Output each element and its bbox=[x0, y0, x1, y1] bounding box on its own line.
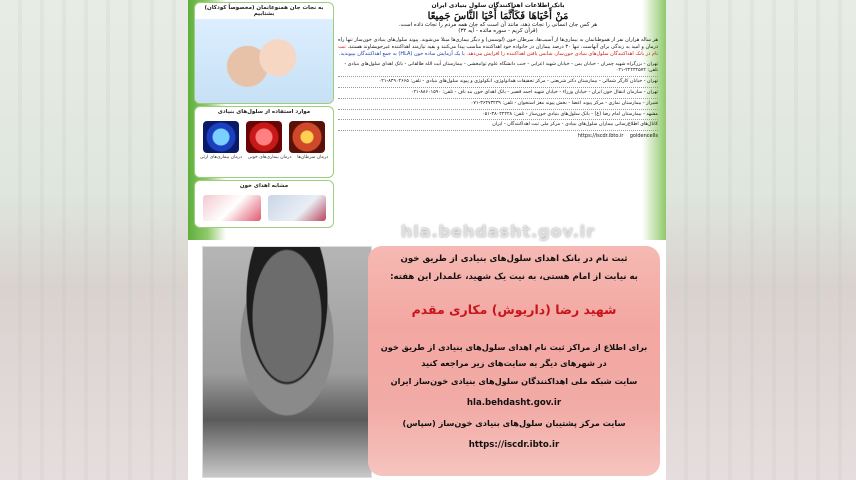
footer-site: https://iscdr.ibto.ir bbox=[577, 133, 624, 140]
blood-bag-image bbox=[203, 195, 261, 221]
centers-list bbox=[338, 62, 658, 132]
donation-panel-title: مشابه اهدای خون bbox=[239, 183, 289, 189]
poster-header: بانک اطلاعات اهداکنندگان سلول بنیادی ایران bbox=[431, 2, 565, 9]
center-item: تهران - خیابان کارگر شمالی - بیمارستان دکتر شریعتی - مرکز تحقیقات هماتولوژی، انکولوژی و پیوند سلول‌های بنیادی - تلفن: ۸۴۹۰۲۶۶۵-۰۲۱ bbox=[338, 79, 658, 88]
martyr-name: شهید رضا (داریوش) مکاری مقدم bbox=[411, 302, 617, 317]
center-item: تهران - بزرگراه شهید چمران - خیابان یمن - خیابان شهید اعرابی - جنب دانشگاه علوم توانبخشی - بیمارستان آیت الله طالقانی - بانک اهدای سلول‌های بنیادی - تلفن: ۲۲۴۳۲۵۷۲-۰۲۱ bbox=[338, 62, 658, 78]
card-line-6: سایت مرکز پشتیبان سلول‌های بنیادی خون‌ساز (سپاس) bbox=[402, 418, 626, 428]
center-item: مشهد - بیمارستان امام رضا (ع) - بانک سلول‌های بنیادی خون‌ساز - تلفن: ۳۸۰۲۲۲۲۸-۰۵۱ bbox=[338, 112, 658, 121]
body-text: هر ساله هزاران نفر از هموطنانمان به بیماری‌ها از آسیب‌ها، سرطان خون (لوسمی) و دیگر بیماری‌ها مبتلا می‌شوند. پیوند سلول‌های بنیادی خون‌ساز تنها راه درمان و امید به زندگی برای آنهاست. تنها ۳۰ درصد بیماران در خانواده خود اهداکننده مناسب پیدا می‌کنند و بقیه نیازمند اهداکننده غیرخویشاوند هستند. bbox=[338, 37, 659, 51]
donation-images bbox=[195, 191, 333, 225]
cells-panel-title: موارد استفاده از سلول‌های بنیادی bbox=[217, 109, 311, 115]
card-line-5: سایت شبکه ملی اهداکنندگان سلول‌های بنیادی خون‌ساز ایران bbox=[390, 376, 638, 386]
mother-child-photo bbox=[195, 19, 333, 104]
cell-label: درمان سرطان‌ها bbox=[297, 155, 329, 160]
orange-cell-image bbox=[289, 121, 325, 153]
cell-labels bbox=[195, 153, 333, 163]
card-line-4: در شهرهای دیگر به سایت‌های زیر مراجعه کنید bbox=[421, 358, 607, 368]
cell-label: درمان بیماری‌های ارثی bbox=[199, 155, 242, 160]
donation-panel bbox=[194, 180, 334, 228]
quran-verse: مَنْ أَحْيَاهَا فَكَأَنَّمَا أَحْيَا النَّاسَ جَمِيعًا bbox=[427, 11, 569, 22]
verse-source: (قرآن کریم - سوره مائده - آیه ۳۲) bbox=[458, 28, 538, 34]
poster-footer bbox=[338, 133, 658, 139]
background-blur-left bbox=[0, 0, 188, 480]
card-line-1: ثبت نام در بانک اهدای سلول‌های بنیادی از طریق خون bbox=[400, 254, 628, 264]
poster-text-column bbox=[338, 2, 658, 238]
poster-image-column bbox=[194, 2, 334, 238]
center-item: تهران - سازمان انتقال خون ایران - خیابان وزراء - خیابان شهید احمد قصیر - بانک اهدای خون بند ناف - تلفن: ۸۸۶۰۱۵۹۰-۰۲۱ bbox=[338, 90, 658, 99]
center-item: کانال‌های اطلاع‌رسانی بیماران سلول‌های بنیادی - مرکز ملی ثبت اهداکنندگان - ایران bbox=[338, 122, 658, 131]
image-frame bbox=[188, 0, 666, 480]
cell-images bbox=[195, 117, 333, 153]
background-blur-right bbox=[666, 0, 856, 480]
card-line-2: به نیابت از امام هستی، به نیت یک شهید، علمدار این هفته: bbox=[390, 272, 638, 282]
body-red-text: ثبت نام در بانک اهداکنندگان سلول‌های بنیادی خون‌ساز، شانس یافتن اهداکننده را افزایش می‌دهد. bbox=[338, 44, 658, 58]
info-poster bbox=[188, 0, 666, 240]
poster-body bbox=[338, 37, 658, 59]
blue-cell-image bbox=[203, 121, 239, 153]
cells-usage-panel bbox=[194, 106, 334, 178]
verse-translation: هر کس جان انسانی را نجات دهد، مانند آن است که جان همه مردم را نجات داده است. bbox=[398, 22, 598, 28]
body-blue-text: با یک آزمایش ساده خون (HLA) به جمع اهداکنندگان بپیوندید. bbox=[339, 51, 465, 58]
card-line-3: برای اطلاع از مراکز ثبت نام اهدای سلول‌های بنیادی از طریق خون bbox=[380, 342, 648, 352]
announcement-card bbox=[368, 246, 660, 476]
red-cell-image bbox=[246, 121, 282, 153]
site-link-hla[interactable]: hla.behdasht.gov.ir bbox=[466, 398, 562, 408]
martyr-portrait-photo bbox=[202, 246, 372, 478]
site-watermark: hla.behdasht.gov.ir bbox=[400, 222, 596, 241]
site-link-iscdr[interactable]: https://iscdr.ibto.ir bbox=[468, 440, 560, 450]
center-item: شیراز - بیمارستان نمازی - مرکز پیوند اعضا - بخش پیوند مغز استخوان - تلفن: ۳۶۴۷۳۲۳۹-۰۷۱ bbox=[338, 101, 658, 110]
child-panel-title: به نجات جان همنوعانمان (مخصوصاً کودکان) بشتابیم bbox=[204, 5, 324, 17]
child-photo-panel bbox=[194, 2, 334, 104]
footer-brand: goldencells bbox=[629, 133, 658, 140]
cell-label: درمان بیماری‌های خونی bbox=[247, 155, 292, 160]
donor-arm-image bbox=[268, 195, 326, 221]
